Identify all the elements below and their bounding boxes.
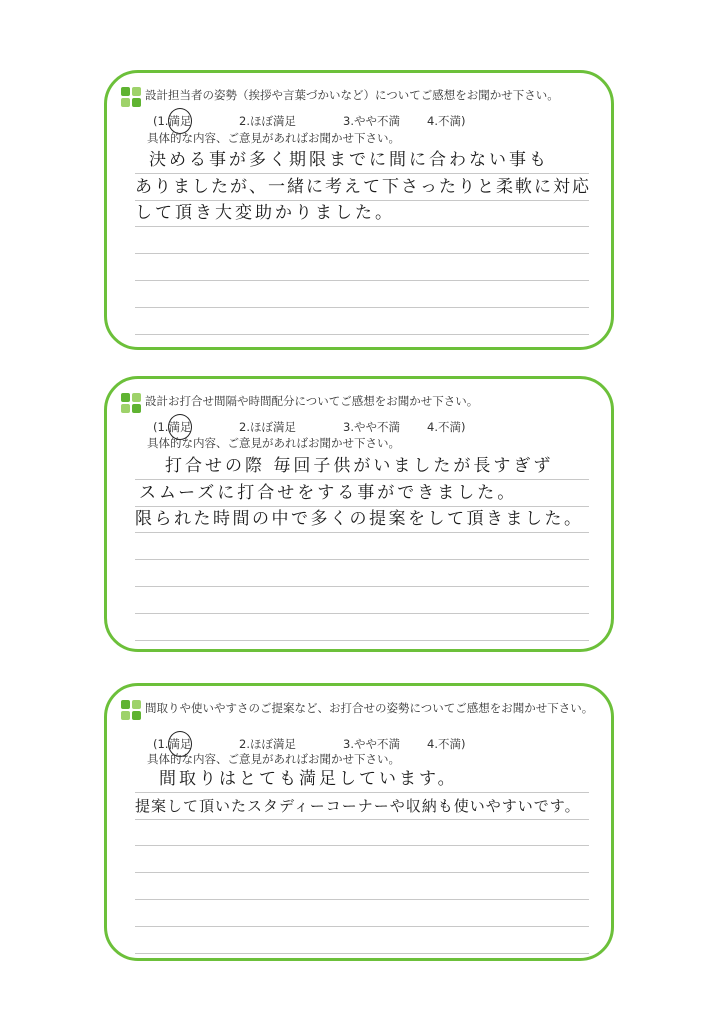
detail-prompt: 具体的な内容、ご意見があればお聞かせ下さい。 (147, 436, 400, 450)
answer-line (135, 873, 589, 900)
option-satisfied: (1.満足 (153, 736, 239, 752)
answer-line (135, 846, 589, 873)
answer-line (135, 560, 589, 587)
detail-prompt: 具体的な内容、ご意見があればお聞かせ下さい。 (147, 131, 400, 145)
option-dissatisfied: 4.不満) (427, 420, 466, 434)
answer-line (135, 281, 589, 308)
rating-options (153, 113, 465, 129)
answer-line: ありましたが、一緒に考えて下さったりと柔軟に対応 (135, 174, 589, 201)
option-mostly-satisfied: 2.ほぼ満足 (239, 737, 296, 751)
option-satisfied: (1.満足 (153, 419, 239, 435)
answer-line (135, 533, 589, 560)
answer-line: 限られた時間の中で多くの提案をして頂きました。 (135, 507, 589, 534)
question-text: 間取りや使いやすさのご提案など、お打合せの姿勢についてご感想をお聞かせ下さい。 (145, 701, 594, 715)
logo-icon (121, 700, 143, 722)
answer-area (135, 147, 589, 335)
detail-prompt: 具体的な内容、ご意見があればお聞かせ下さい。 (147, 752, 400, 766)
answer-area (135, 453, 589, 641)
answer-line: スムーズに打合せをする事ができました。 (135, 480, 589, 507)
option-somewhat-dissatisfied: 3.やや不満 (343, 114, 400, 128)
answer-line (135, 227, 589, 254)
rating-options (153, 736, 465, 752)
option-mostly-satisfied: 2.ほぼ満足 (239, 114, 296, 128)
answer-line (135, 614, 589, 641)
answer-line: 間取りはとても満足しています。 (135, 766, 589, 793)
answer-line (135, 927, 589, 954)
survey-card-1 (104, 70, 614, 350)
answer-area (135, 766, 589, 954)
answer-line (135, 254, 589, 281)
logo-icon (121, 87, 143, 109)
option-dissatisfied: 4.不満) (427, 114, 466, 128)
answer-line (135, 587, 589, 614)
question-text: 設計お打合せ間隔や時間配分についてご感想をお聞かせ下さい。 (145, 394, 479, 408)
option-mostly-satisfied: 2.ほぼ満足 (239, 420, 296, 434)
option-somewhat-dissatisfied: 3.やや不満 (343, 420, 400, 434)
answer-line (135, 900, 589, 927)
answer-line (135, 308, 589, 335)
answer-line: 提案して頂いたスタディーコーナーや収納も使いやすいです。 (135, 793, 589, 820)
option-dissatisfied: 4.不満) (427, 737, 466, 751)
survey-card-3 (104, 683, 614, 961)
survey-card-2 (104, 376, 614, 652)
answer-line: 打合せの際 毎回子供がいましたが長すぎず (135, 453, 589, 480)
question-text: 設計担当者の姿勢（挨拶や言葉づかいなど）についてご感想をお聞かせ下さい。 (145, 88, 559, 102)
answer-line: 決める事が多く期限までに間に合わない事も (135, 147, 589, 174)
answer-line: して頂き大変助かりました。 (135, 201, 589, 228)
answer-line (135, 820, 589, 847)
rating-options (153, 419, 465, 435)
option-satisfied: (1.満足 (153, 113, 239, 129)
option-somewhat-dissatisfied: 3.やや不満 (343, 737, 400, 751)
logo-icon (121, 393, 143, 415)
